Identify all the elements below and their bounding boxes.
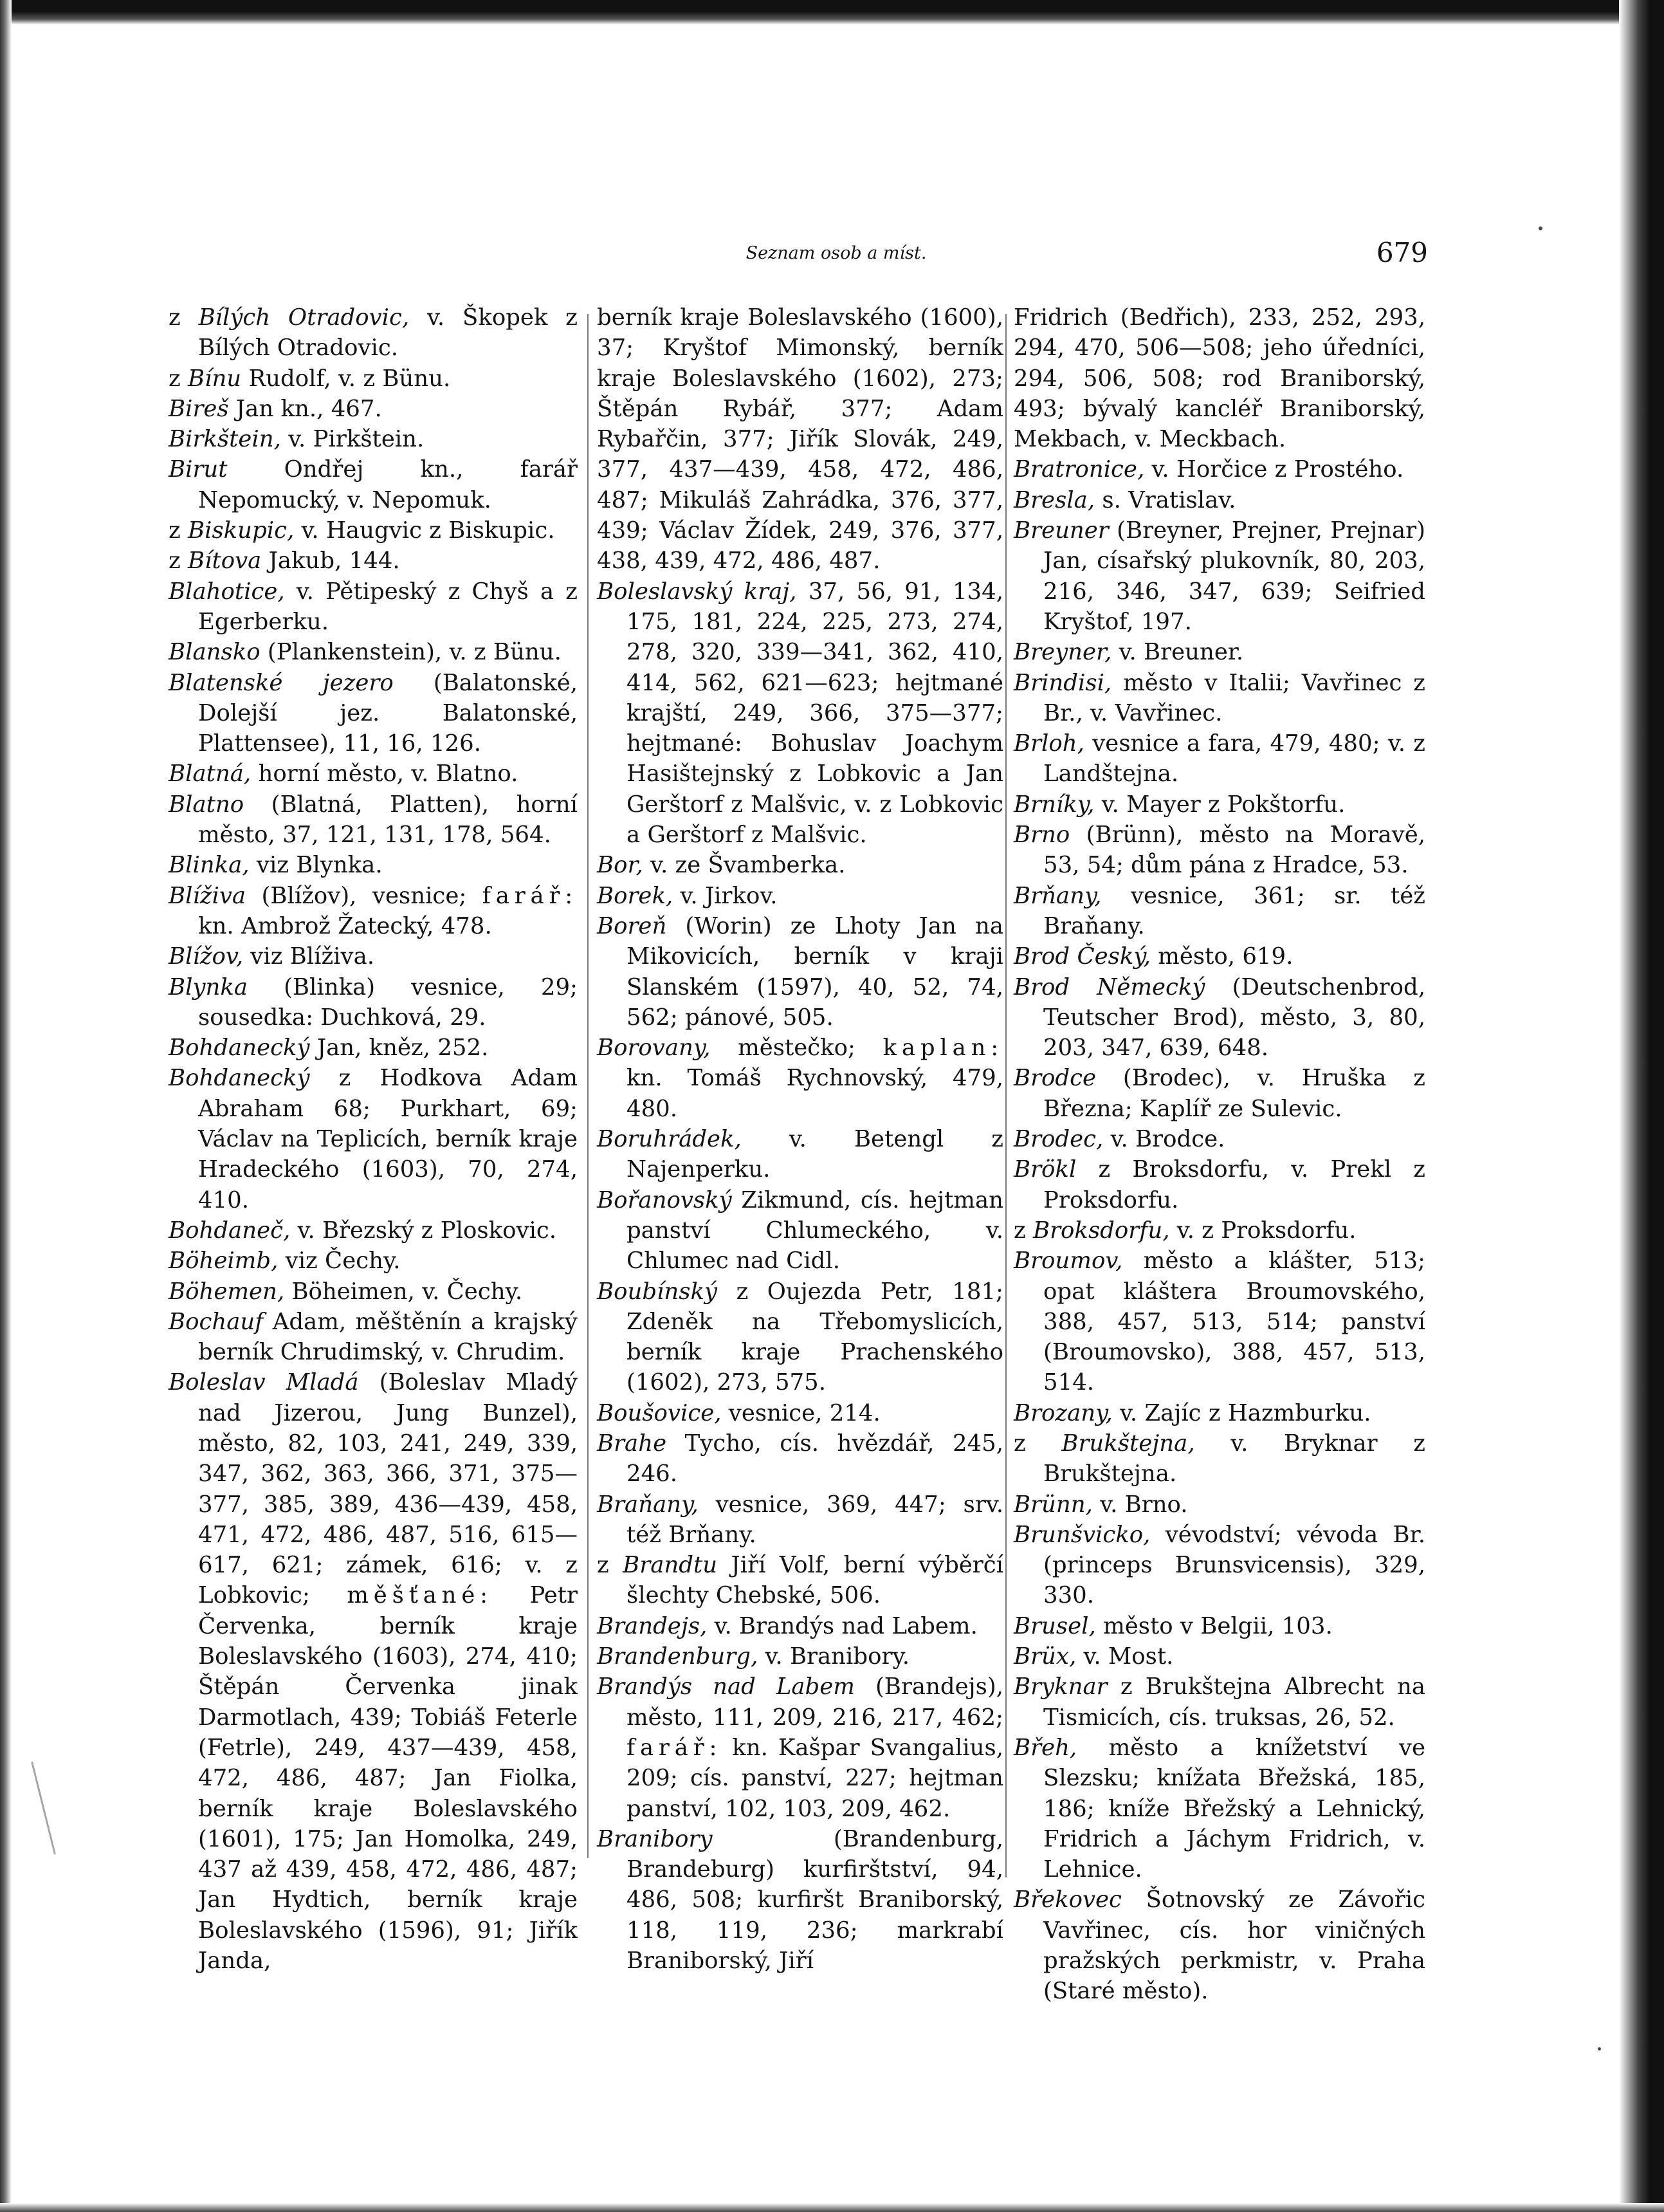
entry-text: v. Branibory.	[758, 1643, 910, 1670]
entry-headword: Blansko	[169, 639, 261, 666]
column-rule-2	[1005, 314, 1007, 1877]
entry-text: v. Most.	[1076, 1643, 1174, 1670]
entry-text: (Blatná, Platten), horní město, 37, 121, 131, 178, 564.	[198, 791, 578, 849]
entry-text: v. Horčice z Prostého.	[1144, 456, 1404, 483]
index-entry	[1014, 1885, 1425, 2006]
entry-headword: Bochauf	[169, 1308, 264, 1335]
entry-headword: Boubínský	[597, 1278, 718, 1305]
entry-headword: Birut	[169, 456, 228, 483]
entry-text: z Broksdorfu, v. Prekl z Proksdorfu.	[1043, 1156, 1425, 1213]
entry-headword: Brandejs,	[597, 1612, 708, 1639]
index-entry	[1014, 454, 1425, 484]
index-entry	[597, 1428, 1003, 1489]
entry-text: (Blížov), vesnice;	[246, 882, 482, 909]
index-entry	[169, 1277, 578, 1307]
entry-text: Šotnovský ze Závořic Vavřinec, cís. hor viničných pražských perkmistr, v. Praha (Staré město).	[1043, 1886, 1425, 2005]
entry-text: Jiří Volf, berní výběrčí šlechty Chebské, 506.	[626, 1552, 1004, 1609]
entry-headword: Blatno	[169, 791, 244, 818]
entry-text: kn. Kašpar Svangalius, 209; cís. panství, 227; hejtman panství, 102, 103, 209, 462.	[626, 1734, 1003, 1822]
entry-text: (Brodec), v. Hruška z Března; Kaplíř ze Sulevic.	[1043, 1065, 1425, 1122]
entry-text: (Plankenstein), v. z Bünu.	[260, 639, 562, 666]
entry-headword: Brňany,	[1014, 882, 1102, 909]
index-entry	[169, 759, 578, 789]
index-column-2	[597, 302, 1003, 1976]
entry-headword: Bresla,	[1014, 486, 1095, 513]
entry-text: z Hodkova Adam Abraham 68; Purkhart, 69; Václav na Teplicích, berník kraje Hradeckého (1603), 70, 274, 410.	[198, 1065, 578, 1213]
entry-headword: Brandtu	[623, 1552, 718, 1579]
entry-text: vesnice, 214.	[721, 1399, 881, 1426]
index-entry	[1014, 789, 1425, 820]
entry-headword: Blatenské jezero	[169, 669, 394, 696]
entry-text: město a knížetství ve Slezsku; knížata Břežská, 185, 186; kníže Břežský a Lehnický, Fridrich a Jáchym Fridrich, v. Lehnice.	[1043, 1734, 1425, 1883]
entry-headword: Bílých Otradovic,	[198, 304, 410, 331]
index-entry	[1014, 1611, 1425, 1641]
index-entry	[597, 911, 1003, 1033]
entry-headword: Böheimb,	[169, 1248, 279, 1275]
index-entry	[1014, 972, 1425, 1064]
entry-prefix: z	[169, 304, 199, 331]
index-entry	[169, 394, 578, 424]
index-entry	[597, 1550, 1003, 1611]
entry-text: v. Mayer z Pokštorfu.	[1094, 791, 1346, 818]
entry-text: Jan kn., 467.	[228, 395, 382, 422]
entry-text: viz Blíživa.	[243, 943, 375, 970]
index-entry	[1014, 1428, 1425, 1489]
index-entry	[169, 1246, 578, 1276]
entry-text: (Balatonské, Dolejší jez. Balatonské, Plattensee), 11, 16, 126.	[198, 669, 578, 757]
scan-border-top	[0, 0, 1664, 24]
entry-headword: Blatná,	[169, 760, 251, 788]
entry-headword: Bořanovský	[597, 1186, 732, 1213]
index-entry	[1014, 881, 1425, 942]
entry-headword: Braňany,	[597, 1491, 699, 1518]
entry-headword: Brloh,	[1014, 730, 1084, 757]
entry-role-label: farář:	[626, 1734, 722, 1761]
running-head: Seznam osob a míst.	[745, 243, 927, 263]
entry-headword: Brníky,	[1014, 791, 1095, 818]
entry-text: (Blinka) vesnice, 29; sousedka: Duchková, 29.	[198, 973, 578, 1031]
entry-headword: Böhemen,	[169, 1278, 285, 1305]
entry-text: (Brandenburg, Brandeburg) kurfirštství, 94, 486, 508; kurfiršt Braniborský, 118, 119, 236; markrabí Braniborský, Jiří	[626, 1825, 1003, 1975]
entry-text: kn. Tomáš Rychnovský, 479, 480.	[626, 1065, 1003, 1122]
entry-headword: Boleslav Mladá	[169, 1369, 359, 1396]
entry-text: v. Zajíc z Hazmburku.	[1112, 1399, 1371, 1426]
entry-headword: Broksdorfu,	[1033, 1217, 1170, 1244]
index-entry	[597, 881, 1003, 911]
entry-text: v. Breuner.	[1111, 639, 1244, 666]
index-entry	[597, 576, 1003, 851]
entry-text: s. Vratislav.	[1095, 486, 1236, 513]
scan-border-right	[1619, 0, 1664, 2212]
entry-headword: Brod Německý	[1014, 973, 1205, 1000]
entry-text: Böheimen, v. Čechy.	[284, 1278, 523, 1305]
entry-text: Zikmund, cís. hejtman panství Chlumeckého, v. Chlumec nad Cidl.	[626, 1186, 1003, 1275]
entry-headword: Bínu	[188, 365, 242, 392]
entry-headword: Břeh,	[1014, 1734, 1077, 1761]
index-entry	[169, 850, 578, 880]
entry-headword: Blížov,	[169, 943, 243, 970]
entry-prefix: z	[169, 517, 188, 544]
entry-text: vesnice, 361; sr. též Braňany.	[1043, 882, 1425, 939]
entry-headword: Birkštein,	[169, 426, 281, 453]
entry-prefix: z	[169, 548, 188, 575]
entry-text: město v Italii; Vavřinec z Br., v. Vavřinec.	[1043, 669, 1425, 726]
entry-headword: Boruhrádek,	[597, 1126, 742, 1153]
entry-text: v. Betengl z Najenperku.	[626, 1126, 1003, 1183]
index-entry	[169, 424, 578, 454]
index-entry	[1014, 668, 1425, 729]
entry-headword: Brandýs nad Labem	[597, 1673, 855, 1700]
entry-headword: Brodce	[1014, 1065, 1097, 1092]
entry-text: z Oujezda Petr, 181; Zdeněk na Třebomyslicích, berník kraje Prachenského (1602), 273, 575.	[626, 1278, 1003, 1396]
index-entry	[1014, 1246, 1425, 1397]
entry-text: vévodství; vévoda Br. (princeps Brunsvicensis), 329, 330.	[1043, 1521, 1425, 1609]
entry-headword: Brozany,	[1014, 1399, 1113, 1426]
index-entry	[169, 302, 578, 364]
index-entry	[169, 1367, 578, 1976]
entry-text: v. ze Švamberka.	[643, 852, 846, 879]
entry-headword: Bítova	[188, 548, 262, 575]
entry-headword: Boleslavský kraj,	[597, 578, 797, 605]
index-entry	[597, 1641, 1003, 1672]
entry-text: (Brandejs), město, 111, 209, 216, 217, 462;	[626, 1673, 1003, 1731]
index-entry	[597, 1489, 1003, 1551]
entry-text: viz Čechy.	[278, 1248, 401, 1275]
index-entry-continued	[597, 302, 1003, 576]
index-entry	[597, 1033, 1003, 1124]
index-entry	[597, 1672, 1003, 1823]
entry-headword: Brünn,	[1014, 1491, 1093, 1518]
entry-headword: Bohdaneč,	[169, 1217, 291, 1244]
index-entry	[597, 1185, 1003, 1277]
index-entry	[169, 454, 578, 515]
entry-headword: Brukštejna,	[1061, 1430, 1195, 1457]
entry-headword: Breuner	[1014, 517, 1109, 544]
entry-headword: Breyner,	[1014, 639, 1112, 666]
index-entry	[597, 1611, 1003, 1641]
index-entry	[169, 515, 578, 546]
entry-text: berník kraje Boleslavského (1600), 37; Kryštof Mimonský, berník kraje Boleslavského (1602), 273; Štěpán Rybář, 377; Adam Rybařčin, 377; Jiřík Slovák, 249, 377, 437—439, 458, 472, 486, 487; Mikuláš Zahrádka, 376, 377, 439; Václav Žídek, 249, 376, 377, 438, 439, 472, 486, 487.	[597, 304, 1003, 575]
index-entry	[169, 576, 578, 638]
entry-text: vesnice a fara, 479, 480; v. z Landštejna.	[1043, 730, 1425, 788]
entry-headword: Brökl	[1014, 1156, 1077, 1183]
index-entry	[1014, 1398, 1425, 1428]
entry-headword: Blinka,	[169, 852, 250, 879]
entry-text: Fridrich (Bedřich), 233, 252, 293, 294, 470, 506—508; jeho úředníci, 294, 506, 508; rod Braniborský, 493; bývalý kancléř Braniborský, Mekbach, v. Meckbach.	[1014, 304, 1425, 453]
entry-headword: Brindisi,	[1014, 669, 1112, 696]
entry-text: město a klášter, 513; opat kláštera Broumovského, 388, 457, 513, 514; panství (Broumovsko), 388, 457, 513, 514.	[1043, 1248, 1425, 1396]
scan-speck	[1539, 226, 1542, 230]
entry-text: městečko;	[710, 1035, 883, 1062]
entry-text: kn. Ambrož Žatecký, 478.	[198, 912, 492, 939]
entry-text: Adam, měštěnín a krajský berník Chrudimský, v. Chrudim.	[198, 1308, 578, 1366]
index-entry	[1014, 485, 1425, 515]
entry-headword: Bryknar	[1014, 1673, 1108, 1700]
scan-speck	[1598, 2047, 1601, 2051]
index-entry	[169, 941, 578, 972]
index-entry	[1014, 1489, 1425, 1520]
entry-text: v. Pětipeský z Chyš a z Egerberku.	[198, 578, 578, 635]
entry-text: v. Haugvic z Biskupic.	[294, 517, 555, 544]
entry-text: Petr Červenka, berník kraje Boleslavského (1603), 274, 410; Štěpán Červenka jinak Darmotlach, 439; Tobiáš Feterle (Fetrle), 249, 437—439, 458, 472, 486, 487; Jan Fiolka, berník kraje Boleslavského (1601), 175; Jan Homolka, 249, 437 až 439, 458, 472, 486, 487; Jan Hydtich, berník kraje Boleslavského (1596), 91; Jiřík Janda,	[198, 1582, 578, 1975]
entry-headword: Brahe	[597, 1430, 667, 1457]
index-entry	[1014, 1063, 1425, 1124]
entry-headword: Brno	[1014, 822, 1070, 849]
entry-headword: Borek,	[597, 882, 673, 909]
entry-text: v. Pirkštein.	[280, 426, 425, 453]
entry-text: v. Brno.	[1092, 1491, 1188, 1518]
index-entry	[169, 1215, 578, 1246]
entry-headword: Brunšvicko,	[1014, 1521, 1151, 1548]
entry-headword: Borovany,	[597, 1035, 711, 1062]
entry-headword: Blíživa	[169, 882, 246, 909]
index-entry	[169, 789, 578, 851]
entry-text: (Worin) ze Lhoty Jan na Mikovicích, berník v kraji Slanském (1597), 40, 52, 74, 562; pánové, 505.	[626, 912, 1003, 1031]
entry-headword: Bratronice,	[1014, 456, 1145, 483]
entry-headword: Biskupic,	[188, 517, 295, 544]
entry-role-label: farář:	[482, 882, 578, 909]
entry-text: v. z Proksdorfu.	[1169, 1217, 1357, 1244]
entry-text: v. Březský z Ploskovic.	[290, 1217, 557, 1244]
index-entry	[1014, 1154, 1425, 1215]
index-entry	[597, 1277, 1003, 1398]
entry-role-label: měšťané:	[347, 1582, 493, 1609]
entry-text: (Boleslav Mladý nad Jizerou, Jung Bunzel), město, 82, 103, 241, 249, 339, 347, 362, 363, 366, 371, 375—377, 385, 389, 436—439, 458, 471, 472, 486, 487, 516, 615—617, 621; zámek, 616; v. z Lobkovic;	[198, 1369, 578, 1609]
index-entry	[169, 668, 578, 759]
index-entry-continued	[1014, 302, 1425, 454]
index-entry	[169, 637, 578, 667]
entry-headword: Bor,	[597, 852, 643, 879]
entry-headword: Brandenburg,	[597, 1643, 758, 1670]
scan-scratch-mark	[31, 1762, 56, 1854]
scan-border-bottom	[0, 2203, 1664, 2212]
entry-text: horní město, v. Blatno.	[251, 760, 518, 788]
index-entry	[1014, 1672, 1425, 1733]
index-entry	[169, 1063, 578, 1215]
index-entry	[1014, 820, 1425, 881]
entry-text: Rudolf, v. z Bünu.	[241, 365, 451, 392]
entry-text: v. Brandýs nad Labem.	[707, 1612, 978, 1639]
index-entry	[1014, 515, 1425, 637]
entry-text: z Brukštejna Albrecht na Tismicích, cís. truksas, 26, 52.	[1043, 1673, 1425, 1731]
entry-text: Jakub, 144.	[261, 548, 400, 575]
entry-headword: Blahotice,	[169, 578, 285, 605]
index-entry	[1014, 941, 1425, 972]
entry-text: viz Blynka.	[249, 852, 383, 879]
index-entry	[169, 1307, 578, 1368]
entry-headword: Boreň	[597, 912, 667, 939]
entry-headword: Brüx,	[1014, 1643, 1077, 1670]
index-entry	[1014, 1215, 1425, 1246]
entry-headword: Bohdanecký	[169, 1035, 310, 1062]
entry-text: město v Belgii, 103.	[1095, 1612, 1333, 1639]
entry-text: (Deutschenbrod, Teutscher Brod), město, 3, 80, 203, 347, 639, 648.	[1043, 973, 1425, 1062]
entry-headword: Břekovec	[1014, 1886, 1122, 1913]
index-entry	[169, 972, 578, 1033]
index-entry	[597, 1124, 1003, 1185]
entry-text: Ondřej kn., farář Nepomucký, v. Nepomuk.	[198, 456, 578, 513]
index-entry	[1014, 1733, 1425, 1885]
index-column-1	[169, 302, 578, 1976]
index-entry	[169, 546, 578, 576]
entry-text: v. Brodce.	[1103, 1126, 1225, 1153]
index-entry	[1014, 637, 1425, 667]
index-entry	[169, 881, 578, 942]
entry-headword: Brod Český,	[1014, 943, 1151, 970]
entry-prefix: z	[1014, 1217, 1033, 1244]
index-entry	[169, 1033, 578, 1063]
index-entry	[1014, 728, 1425, 789]
entry-text: v. Jirkov.	[673, 882, 778, 909]
index-entry	[1014, 1641, 1425, 1672]
entry-headword: Blynka	[169, 973, 248, 1000]
entry-text: (Breyner, Prejner, Prejnar) Jan, císařský plukovník, 80, 203, 216, 346, 347, 639; Seifried Kryštof, 197.	[1043, 517, 1425, 635]
entry-text: Jan, kněz, 252.	[309, 1035, 489, 1062]
index-entry	[169, 364, 578, 394]
entry-headword: Brodec,	[1014, 1126, 1104, 1153]
entry-prefix: z	[1014, 1430, 1062, 1457]
entry-text: 37, 56, 91, 134, 175, 181, 224, 225, 273, 274, 278, 320, 339—341, 362, 410, 414, 562, 621—623; hejtmané krajští, 249, 366, 375—377; hejtmané: Bohuslav Joachym Hasištejnský z Lobkovic a Jan Gerštorf z Malšvic, v. z Lobkovic a Gerštorf z Malšvic.	[626, 578, 1003, 849]
entry-headword: Branibory	[597, 1825, 713, 1852]
entry-prefix: z	[169, 365, 188, 392]
scan-border-left	[0, 0, 12, 2212]
entry-text: Tycho, cís. hvězdář, 245, 246.	[626, 1430, 1003, 1488]
entry-headword: Boušovice,	[597, 1399, 722, 1426]
entry-headword: Broumov,	[1014, 1248, 1123, 1275]
index-entry	[597, 850, 1003, 880]
index-entry	[1014, 1520, 1425, 1611]
entry-headword: Bireš	[169, 395, 229, 422]
index-column-3	[1014, 302, 1425, 2007]
entry-text: město, 619.	[1150, 943, 1294, 970]
page-number: 679	[1376, 237, 1428, 268]
column-rule-1	[587, 314, 589, 1858]
entry-text: v. Škopek z Bílých Otradovic.	[198, 304, 578, 362]
index-entry	[1014, 1124, 1425, 1154]
entry-headword: Brusel,	[1014, 1612, 1096, 1639]
entry-role-label: kaplan:	[882, 1035, 1003, 1062]
index-entry	[597, 1398, 1003, 1428]
entry-headword: Bohdanecký	[169, 1065, 310, 1092]
entry-text: v. Bryknar z Brukštejna.	[1043, 1430, 1425, 1488]
entry-text: (Brünn), město na Moravě, 53, 54; dům pána z Hradce, 53.	[1043, 822, 1425, 879]
entry-text: vesnice, 369, 447; srv. též Brňany.	[626, 1491, 1003, 1548]
entry-prefix: z	[597, 1552, 623, 1579]
index-entry	[597, 1824, 1003, 1976]
